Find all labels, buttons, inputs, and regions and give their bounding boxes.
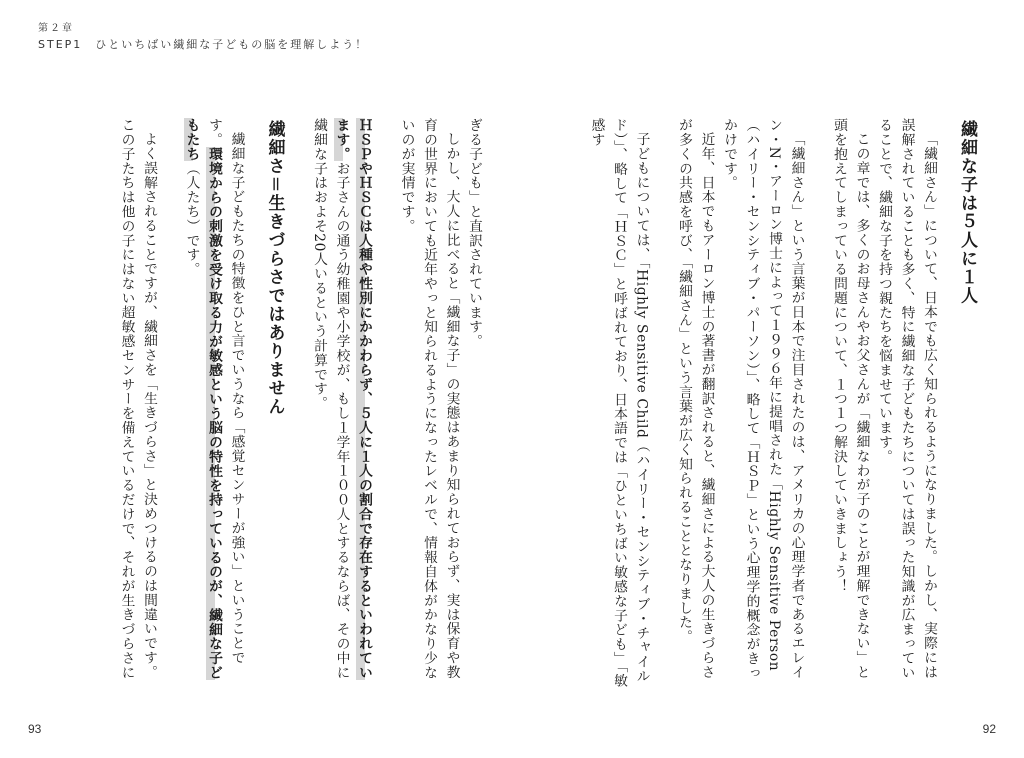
- page-number-left: 93: [28, 722, 42, 736]
- left-page-body: [45, 118, 485, 688]
- paragraph: 子どもについては、「Highly Sensitive Child（ハイリー・センシティブ・チャイルド）」、略して「ＨＳＣ」と呼ばれており、日本語では「ひといちばい敏感な子ども」「敏感す: [588, 118, 650, 688]
- paragraph: しかし、大人に比べると「繊細な子」の実態はあまり知られておらず、実は保育や教育の世界においても近年やっと知られるようになったレベルで、情報自体がかなり少ないのが実情です。: [398, 118, 460, 680]
- paragraph: 「繊細さん」について、日本でも広く知られるようになりました。しかし、実際には誤解されていることも多く、特に繊細な子どもたちについては誤った知識が広まっていることで、繊細な子を持つ親たちを悩ませています。: [876, 118, 937, 680]
- highlighted-text: 環境からの刺激を受け取る力が敏感という脳の特性を持っているのが、繊細な子どもたち: [183, 118, 222, 680]
- paragraph: 繊細な子どもたちの特徴をひと言でいうなら「感覚センサーが強い」ということです。環境からの刺激を受け取る力が敏感という脳の特性を持っているのが、繊細な子どもたち（人たち）です。: [183, 118, 245, 680]
- section-heading-sensitivity: 繊細さ＝生きづらさではありません: [262, 118, 288, 688]
- running-header: [38, 22, 638, 54]
- page-number-right: 92: [982, 722, 996, 736]
- paragraph: よく誤解されることですが、繊細さを「生きづらさ」と決めつけるのは間違いです。この子たちは他の子にはない超敏感センサーを備えているだけで、それが生きづらさに: [118, 118, 157, 680]
- paragraph: 近年、日本でもアーロン博士の著書が翻訳されると、繊細さによる大人の生きづらさが多くの共感を呼び、「繊細さん」という言葉が広く知られることとなりました。: [676, 118, 715, 679]
- paragraph: この章では、多くのお母さんやお父さんが「繊細なわが子のことが理解できない」と頭を抱えてしまっている問題について、１つ１つ解決していきましょう！: [831, 118, 870, 679]
- paragraph: 「繊細さん」という言葉が日本で注目されたのは、アメリカの心理学者であるエレイン・N・アーロン博士によって１９９６年に提唱された「Highly Sensitive Person（ハイリー・センシティブ・パーソン）」、略して「ＨＳＰ」という心理学的概念がきっかけです。: [721, 118, 805, 681]
- chapter-label: 第２章: [38, 23, 74, 34]
- section-heading-one-in-five: 繊細な子は５人に１人: [954, 118, 980, 688]
- right-page-body: [560, 118, 980, 688]
- paragraph: ＨＳＰやＨＳＣは人種や性別にかかわらず、５人に１人の割合で存在するといわれています。お子さんの通う幼稚園や小学校が、もし１学年１００人とするならば、その中に繊細な子はおよそ20人いるという計算です。: [311, 118, 372, 680]
- highlighted-text: ＨＳＰやＨＳＣは人種や性別にかかわらず、５人に１人の割合で存在するといわれています。: [333, 118, 372, 680]
- step-title: STEP1 ひといちばい繊細な子どもの脳を理解しよう！: [38, 38, 369, 51]
- paragraph: ぎる子ども」と直訳されています。: [466, 118, 482, 349]
